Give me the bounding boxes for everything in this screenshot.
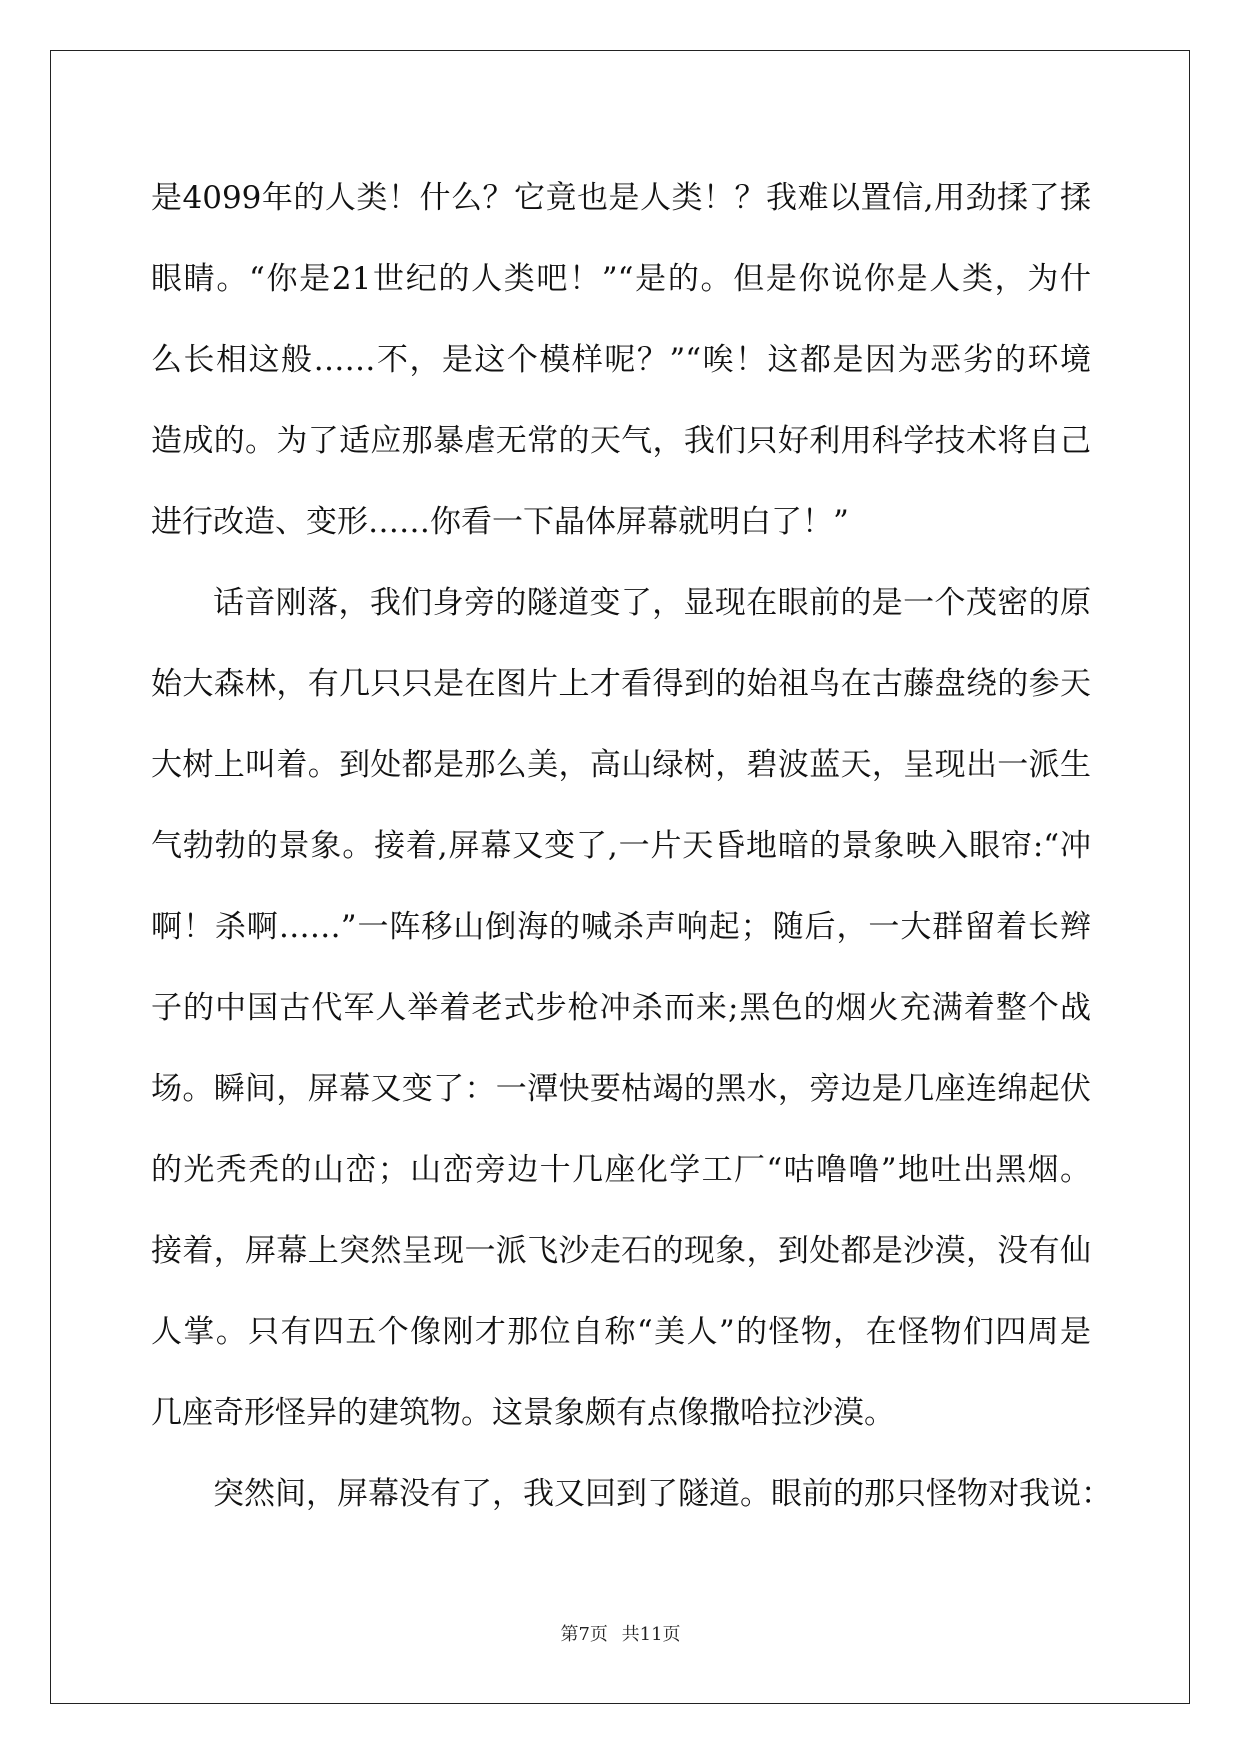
paragraph-start-line: 话音刚落，我们身旁的隧道变了，显现在眼前的是一个茂密的原 <box>213 585 1091 621</box>
text-line: 子的中国古代军人举着老式步枪冲杀而来;黑色的烟火充满着整个战 <box>151 990 1091 1026</box>
text-line: 进行改造、变形……你看一下晶体屏幕就明白了！” <box>151 504 849 540</box>
text-line: 是4099年的人类！什么？它竟也是人类！？我难以置信,用劲揉了揉 <box>151 180 1091 216</box>
text-line: 接着，屏幕上突然呈现一派飞沙走石的现象，到处都是沙漠，没有仙 <box>151 1233 1091 1269</box>
text-line: 始大森林，有几只只是在图片上才看得到的始祖鸟在古藤盘绕的参天 <box>151 666 1091 702</box>
page-number: 第7页 <box>560 1624 608 1645</box>
text-line: 啊！杀啊……”一阵移山倒海的喊杀声响起；随后，一大群留着长辫 <box>151 909 1091 945</box>
paragraph-start-line: 突然间，屏幕没有了，我又回到了隧道。眼前的那只怪物对我说： <box>213 1476 1112 1512</box>
document-body <box>151 158 1112 1535</box>
text-line: 眼睛。“你是21世纪的人类吧！”“是的。但是你说你是人类，为什 <box>151 261 1091 297</box>
text-line: 造成的。为了适应那暴虐无常的天气，我们只好利用科学技术将自己 <box>151 423 1091 459</box>
text-line: 几座奇形怪异的建筑物。这景象颇有点像撒哈拉沙漠。 <box>151 1395 895 1431</box>
text-line: 人掌。只有四五个像刚才那位自称“美人”的怪物，在怪物们四周是 <box>151 1314 1091 1350</box>
text-line: 场。瞬间，屏幕又变了：一潭快要枯竭的黑水，旁边是几座连绵起伏 <box>151 1071 1091 1107</box>
text-line: 的光秃秃的山峦；山峦旁边十几座化学工厂“咕噜噜”地吐出黑烟。 <box>151 1152 1091 1188</box>
page-footer <box>0 1620 1241 1646</box>
page-total: 共11页 <box>621 1624 681 1645</box>
text-line: 大树上叫着。到处都是那么美，高山绿树，碧波蓝天，呈现出一派生 <box>151 747 1091 783</box>
text-line: 气勃勃的景象。接着,屏幕又变了,一片天昏地暗的景象映入眼帘:“冲 <box>151 828 1091 864</box>
text-line: 么长相这般……不，是这个模样呢？”“唉！这都是因为恶劣的环境 <box>151 342 1091 378</box>
